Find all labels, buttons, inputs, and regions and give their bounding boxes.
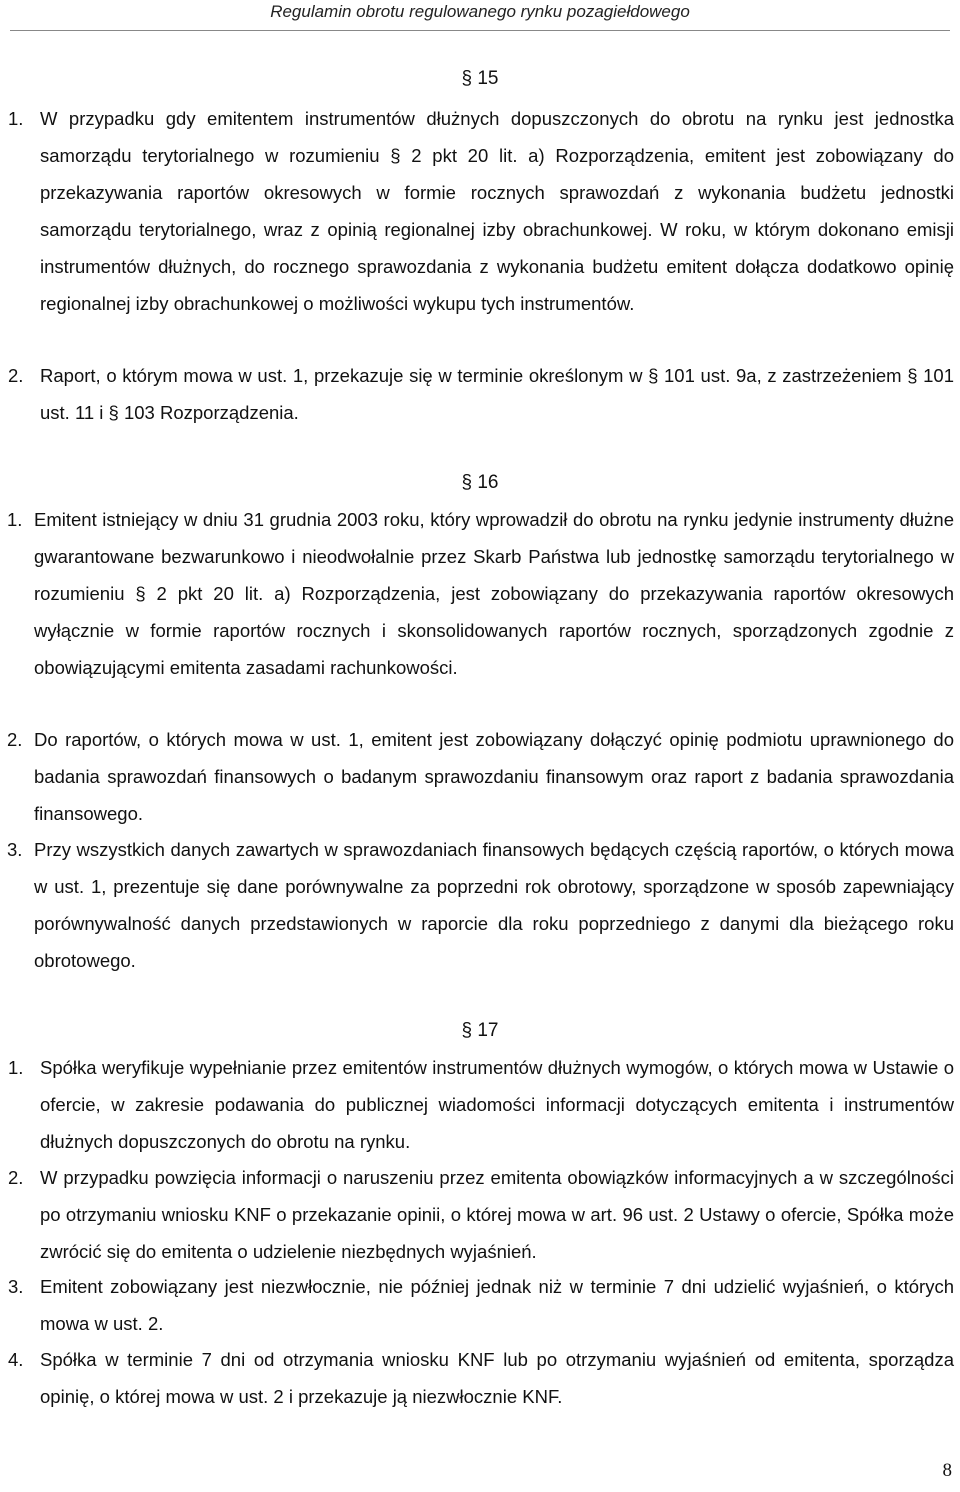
section-15-item-1 [8, 100, 954, 322]
section-title-16: § 16 [461, 472, 499, 493]
section-17-item-3 [8, 1268, 954, 1342]
section-17-item-2 [8, 1159, 954, 1270]
item-number: 1. [8, 108, 24, 129]
item-text: W przypadku powzięcia informacji o naruszeniu przez emitenta obowiązków informacyjnych a w szczególności po otrzymaniu wniosku KNF o przekazanie opinii, o której mowa w art. 96 ust. 2 Ustawy o ofercie, Spółka może zwrócić się do emitenta o udzielenie niezbędnych wyjaśnień. [40, 1167, 954, 1262]
item-number: 3. [7, 839, 23, 860]
item-text: Do raportów, o których mowa w ust. 1, emitent jest zobowiązany dołączyć opinię podmiotu uprawnionego do badania sprawozdań finansowych o badanym sprawozdaniu finansowym oraz raport z badania sprawozdania finansowego. [34, 729, 954, 824]
item-text: W przypadku gdy emitentem instrumentów dłużnych dopuszczonych do obrotu na rynku jest jednostka samorządu terytorialnego w rozumieniu § 2 pkt 20 lit. a) Rozporządzenia, emitent jest zobowiązany do przekazywania raportów okresowych w formie rocznych sprawozdań z wykonania budżetu jednostki samorządu terytorialnego, wraz z opinią regionalnej izby obrachunkowej. W roku, w którym dokonano emisji instrumentów dłużnych, do rocznego sprawozdania z wykonania budżetu emitent dołącza dodatkowo opinię regionalnej izby obrachunkowej o możliwości wykupu tych instrumentów. [40, 108, 954, 314]
header-divider [10, 30, 950, 31]
item-number: 2. [7, 729, 23, 750]
item-text: Raport, o którym mowa w ust. 1, przekazuje się w terminie określonym w § 101 ust. 9a, z zastrzeżeniem § 101 ust. 11 i § 103 Rozporządzenia. [40, 365, 954, 423]
item-number: 1. [7, 509, 23, 530]
item-text: Emitent zobowiązany jest niezwłocznie, nie później jednak niż w terminie 7 dni udzielić wyjaśnień, o których mowa w ust. 2. [40, 1276, 954, 1334]
item-number: 3. [8, 1276, 24, 1297]
item-number: 4. [8, 1349, 24, 1370]
item-number: 2. [8, 365, 24, 386]
item-text: Spółka weryfikuje wypełnianie przez emitentów instrumentów dłużnych wymogów, o których mowa w Ustawie o ofercie, w zakresie podawania do publicznej wiadomości informacji dotyczących emitenta i instrumentów dłużnych dopuszczonych do obrotu na rynku. [40, 1057, 954, 1152]
section-title-15: § 15 [461, 68, 499, 89]
item-text: Spółka w terminie 7 dni od otrzymania wniosku KNF lub po otrzymaniu wyjaśnień od emitenta, sporządza opinię, o której mowa w ust. 2 i przekazuje ją niezwłocznie KNF. [40, 1349, 954, 1407]
item-number: 1. [8, 1057, 24, 1078]
section-title-17: § 17 [461, 1020, 499, 1041]
section-17-item-1 [8, 1049, 954, 1160]
section-16-item-2 [7, 721, 954, 832]
running-header: Regulamin obrotu regulowanego rynku pozagiełdowego [270, 2, 690, 21]
page-number: 8 [942, 1460, 952, 1481]
section-16-item-1 [7, 501, 954, 686]
item-number: 2. [8, 1167, 24, 1188]
section-17-item-4 [8, 1341, 954, 1415]
section-15-item-2 [8, 357, 954, 431]
item-text: Przy wszystkich danych zawartych w sprawozdaniach finansowych będących częścią raportów, o których mowa w ust. 1, prezentuje się dane porównywalne za poprzedni rok obrotowy, sporządzone w sposób zapewniający porównywalność danych przedstawionych w raporcie dla roku poprzedniego z danymi dla bieżącego roku obrotowego. [34, 839, 954, 971]
item-text: Emitent istniejący w dniu 31 grudnia 2003 roku, który wprowadził do obrotu na rynku jedynie instrumenty dłużne gwarantowane bezwarunkowo i nieodwołalnie przez Skarb Państwa lub jednostkę samorządu terytorialnego w rozumieniu § 2 pkt 20 lit. a) Rozporządzenia, jest zobowiązany do przekazywania raportów okresowych wyłącznie w formie raportów rocznych i skonsolidowanych raportów rocznych, sporządzonych zgodnie z obowiązującymi emitenta zasadami rachunkowości. [34, 509, 954, 678]
section-16-item-3 [7, 831, 954, 979]
